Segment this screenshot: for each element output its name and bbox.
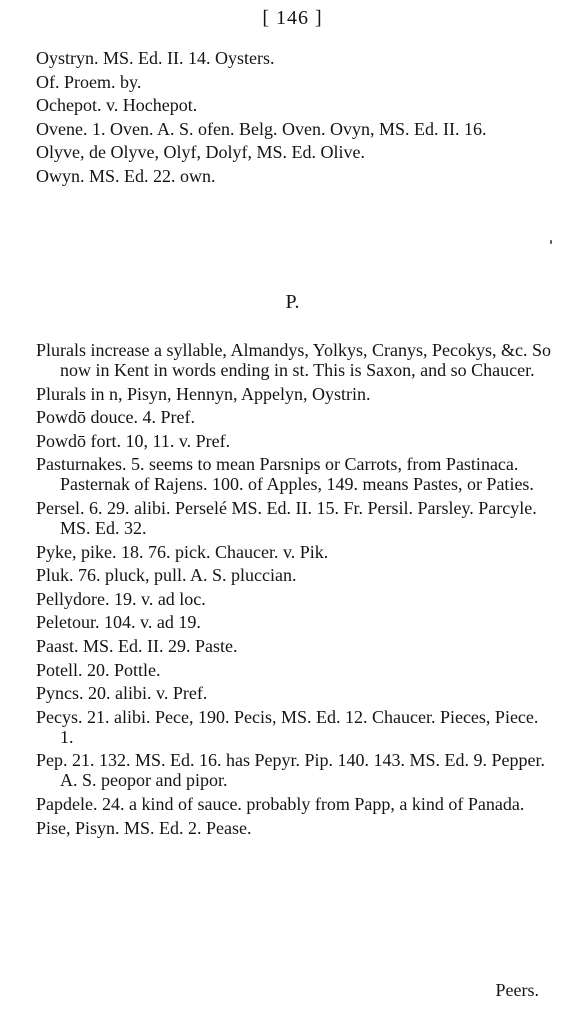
entries-p [36,340,556,841]
glossary-entry: Pyke, pike. 18. 76. pick. Chaucer. v. Pik. [36,541,329,562]
glossary-entry: Pluk. 76. pluck, pull. A. S. pluccian. [36,565,297,586]
glossary-entry: Powdō fort. 10, 11. v. Pref. [36,430,231,451]
glossary-entry: Plurals in n, Pisyn, Hennyn, Appelyn, Oystrin. [36,383,371,404]
glossary-entry: Owyn. MS. Ed. 22. own. [36,165,216,186]
ink-speck [550,240,552,244]
glossary-entry: Paast. MS. Ed. II. 29. Paste. [36,635,238,656]
glossary-entry: Peletour. 104. v. ad 19. [36,612,201,633]
glossary-entry: Ovene. 1. Oven. A. S. ofen. Belg. Oven. Ovyn, MS. Ed. II. 16. [36,118,487,139]
glossary-entry: Persel. 6. 29. alibi. Perselé MS. Ed. II. 15. Fr. Persil. Parsley. Parcyle. MS. Ed. 32. [36,497,537,538]
catchword: Peers. [495,980,539,1000]
glossary-entry: Plurals increase a syllable, Almandys, Yolkys, Cranys, Pecokys, &c. So now in Kent in words ending in st. This is Saxon, and so Chaucer. [36,340,551,380]
glossary-entry: Pep. 21. 132. MS. Ed. 16. has Pepyr. Pip. 140. 143. MS. Ed. 9. Pepper. A. S. peopor and pipor. [36,750,546,791]
glossary-entry: Papdele. 24. a kind of sauce. probably from Papp, a kind of Panada. [36,793,525,814]
glossary-entry: Powdō douce. 4. Pref. [36,407,195,428]
glossary-entry: Potell. 20. Pottle. [36,659,161,680]
glossary-entry: Pasturnakes. 5. seems to mean Parsnips or Carrots, from Pastinaca. Pasternak of Rajens. 100. of Apples, 149. means Pastes, or Paties. [36,454,534,495]
glossary-entry: Ochepot. v. Hochepot. [36,95,198,116]
section-heading: P. [285,291,300,313]
glossary-entry: Oystryn. MS. Ed. II. 14. Oysters. [36,48,275,68]
page-number: [ 146 ] [262,7,323,29]
glossary-entry: Pyncs. 20. alibi. v. Pref. [36,683,208,704]
glossary-entry: Pise, Pisyn. MS. Ed. 2. Pease. [36,817,252,838]
entries-o [36,48,556,190]
glossary-entry: Pellydore. 19. v. ad loc. [36,588,206,609]
glossary-entry: Of. Proem. by. [36,71,142,92]
glossary-entry: Pecys. 21. alibi. Pece, 190. Pecis, MS. Ed. 12. Chaucer. Pieces, Piece. 1. [36,706,539,747]
glossary-entry: Olyve, de Olyve, Olyf, Dolyf, MS. Ed. Olive. [36,142,365,163]
